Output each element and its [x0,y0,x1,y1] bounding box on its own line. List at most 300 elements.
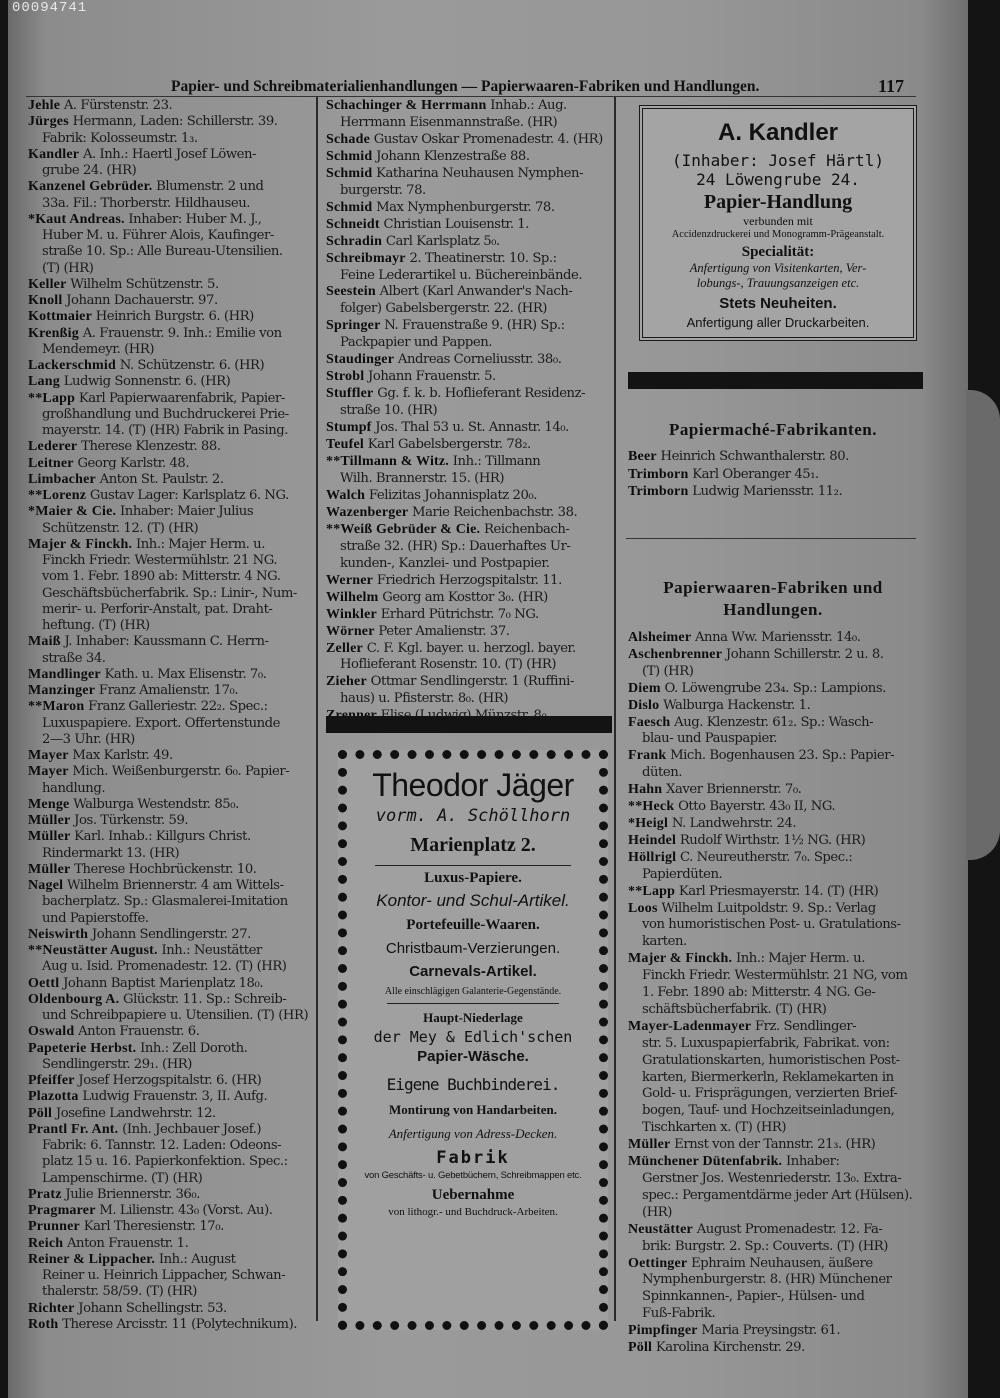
entry-details: Lampenschirme. (T) (HR) [42,1170,203,1186]
directory-entry [28,553,316,569]
directory-entry [28,894,316,910]
directory-entry [326,691,616,708]
directory-entry [628,1256,918,1273]
entry-details: A. Fürstenstr. 23. [63,98,173,113]
entry-name: Hahn [628,782,663,798]
entry-details: Georg Karlstr. 48. [77,455,190,471]
entry-details: Julie Briennerstr. 36₀. [65,1186,200,1202]
entry-details: str. 5. Luxuspapierfabrik, Fabrikat. von: [642,1035,890,1051]
directory-entry [28,277,316,293]
entry-details: Walburga Hackenstr. 1. [663,697,811,713]
entry-details: Albert (Karl Anwander's Nach- [379,284,573,300]
kandler-special-head: Specialität: [741,244,815,260]
directory-entry [28,342,316,358]
entry-details: Karl Theresienstr. 17₀. [83,1219,224,1235]
directory-entry [326,268,616,285]
entry-details: merir- u. Perforir-Anstalt, pat. Draht- [42,601,273,617]
directory-entry [28,1268,316,1284]
entry-details: Inhab.: Aug. [490,98,567,113]
entry-details: Johann Schillerstr. 2 u. 8. [725,646,884,662]
directory-entry [326,573,616,590]
entry-name: *Maier & Cie. [28,504,117,520]
column-rule-1 [316,96,318,1321]
directory-entry [28,1154,316,1170]
entry-details: Aug. Klenzestr. 61₂. Sp.: Wasch- [674,714,874,730]
entry-name: Mayer-Ladenmayer [628,1018,752,1034]
directory-entry [628,765,918,782]
entry-details: Max Nymphenburgerstr. 78. [376,199,555,215]
directory-entry [326,284,616,301]
papiermache-section [628,420,918,501]
entry-details: Finckh Friedr. Westermühlstr. 21 NG, vom [642,968,908,984]
jaeger-l10: Eigene Buchbinderei. [386,1075,560,1094]
directory-entry [28,114,316,130]
entry-details: 2. Theatinerstr. 10. Sp.: [409,250,557,266]
entry-details: Jos. Thal 53 u. St. Annastr. 14₀. [375,420,569,436]
entry-details: Gustav Lager: Karlsplatz 6. NG. [89,488,289,503]
entry-details: und Schreibpapiere u. Utensilien. (T) (HR) [42,1008,309,1023]
entry-details: Karl. Inhab.: Killgurs Christ. [74,829,251,845]
directory-entry [28,1106,316,1122]
entry-details: mayerstr. 14. (T) (HR) Fabrik in Pasing. [42,423,289,438]
entry-details: Karl Priesmayerstr. 14. (T) (HR) [678,883,879,899]
entry-details: Heinrich Burgstr. 6. (HR) [95,309,254,325]
jaeger-name: Theodor Jäger [372,767,574,803]
entry-name: Müller [28,829,71,845]
entry-name: Manzinger [28,683,96,698]
directory-entry [326,539,616,556]
jaeger-l4: Christbaum-Verzierungen. [385,940,561,957]
entry-details: Ludwig Mariensstr. 11₂. [692,484,843,499]
directory-entry [28,1284,316,1300]
directory-entry [628,664,918,681]
jaeger-rule [375,865,571,866]
entry-name: Seestein [326,284,376,300]
entry-name: Stumpf [326,420,372,436]
entry-details: Packpapier und Pappen. [340,335,493,351]
entry-details: Ephraim Neuhausen, äußere [691,1255,873,1271]
entry-name: Krenßig [28,325,79,341]
entry-name: Leitner [28,455,74,471]
entry-details: Frz. Sendlinger- [754,1018,857,1034]
entry-details: Inh.: August [158,1251,236,1267]
entry-details: Peter Amalienstr. 37. [378,623,510,639]
entry-details: Friedrich Herzogspitalstr. 11. [376,572,562,588]
jaeger-l15: Uebernahme [431,1187,515,1203]
entry-details: straße 32. (HR) Sp.: Dauerhaftes Ur- [340,538,571,554]
entry-name: Mayer [28,764,69,780]
entry-name: Trimborn [628,466,689,482]
entry-name: Beer [628,449,657,464]
book-page [8,0,968,1398]
entry-details: Kath. u. Max Elisenstr. 7₀. [104,666,267,682]
entry-details: Johann Frauenstr. 5. [368,369,496,385]
entry-details: grube 24. (HR) [42,163,137,178]
directory-entry [28,244,316,260]
entry-name: Zieher [326,674,367,690]
directory-entry [326,641,616,658]
entry-name: Reich [28,1235,64,1251]
directory-entry [326,454,616,471]
directory-entry [628,748,918,765]
directory-entry [28,586,316,602]
entry-name: Kanzenel Gebrüder. [28,179,153,195]
entry-details: karten. [642,934,687,950]
directory-entry [628,1188,918,1205]
directory-entry [326,437,616,454]
directory-entry [28,196,316,212]
entry-details: Hermann, Laden: Schillerstr. 39. [72,114,278,130]
directory-entry [326,149,616,166]
entry-details: Therese Arcisstr. 11 (Polytechnikum). [62,1316,298,1332]
entry-details: Max Karlstr. 49. [72,748,173,763]
entry-name: Aschenbrenner [628,646,723,662]
entry-details: Inh.: Majer Herm. u. [135,536,265,552]
jaeger-l14: von Geschäfts- u. Gebetbüchern, Schreibmappen etc. [364,1170,582,1181]
directory-entry [28,407,316,423]
entry-details: Gratulationskarten, humoristischen Post- [642,1052,900,1068]
directory-entry [28,878,316,894]
directory-entry [28,326,316,342]
column-1-entries [28,98,316,1333]
entry-details: großhandlung und Buchdruckerei Prie- [42,406,289,422]
entry-name: Lang [28,374,60,390]
directory-entry [28,602,316,618]
directory-entry [28,927,316,943]
directory-entry [326,403,616,420]
entry-name: Pratz [28,1186,62,1202]
papiermache-heading: Papiermaché-Fabrikanten. [669,420,877,439]
directory-entry [28,504,316,520]
directory-entry [628,850,918,867]
entry-details: Erhard Pütrichstr. 7₀ NG. [380,606,539,622]
kandler-line1: verbunden mit [743,214,813,228]
directory-entry [28,1122,316,1138]
entry-details: Therese Hochbrückenstr. 10. [74,861,257,877]
kandler-news: Stets Neuheiten. [719,295,837,312]
directory-entry [326,301,616,318]
entry-details: Fabrik: 6. Tannstr. 12. Laden: Odeons- [42,1138,282,1153]
entry-name: Neustätter [628,1221,693,1237]
directory-entry [326,420,616,437]
directory-entry [628,1019,918,1036]
directory-entry [628,867,918,884]
directory-entry [628,731,918,748]
entry-details: Aug u. Isid. Promenadestr. 12. (T) (HR) [42,959,287,975]
entry-name: **Weiß Gebrüder & Cie. [326,521,481,537]
entry-name: **Tillmann & Witz. [326,454,450,470]
directory-entry [28,992,316,1008]
entry-name: **Lorenz [28,488,87,503]
directory-entry [628,681,918,698]
entry-details: Johann Dachauerstr. 97. [66,293,218,308]
entry-details: O. Löwengrube 23₄. Sp.: Lampions. [664,680,886,696]
directory-entry [326,352,616,369]
entry-name: Prantl Fr. Ant. [28,1121,119,1137]
directory-entry [28,667,316,683]
entry-details: Tischkarten x. (T) (HR) [642,1120,787,1136]
directory-entry [28,699,316,715]
directory-entry [28,829,316,845]
entry-details: Geschäftsbücherfabrik. Sp.: Linir-, Num- [42,585,297,601]
entry-details: Inh.: Neustätter [161,943,262,958]
papiermache-entries [628,448,918,501]
directory-entry [28,1236,316,1252]
directory-entry [628,1289,918,1306]
entry-details: Walburga Westendstr. 85₀. [73,796,239,812]
papierwaaren-heading-2: Handlungen. [723,600,823,619]
directory-entry [28,764,316,780]
entry-name: Nagel [28,878,64,893]
directory-entry [628,934,918,951]
entry-name: Walch [326,487,366,503]
entry-name: Trimborn [628,484,689,499]
entry-name: Knoll [28,293,63,308]
entry-name: Schmid [326,165,373,181]
entry-details: Jos. Türkenstr. 59. [74,813,189,828]
entry-details: Heinrich Schwanthalerstr. 80. [660,449,849,464]
papierwaaren-heading-1: Papierwaaren-Fabriken und [663,578,883,597]
page-number: 117 [878,76,905,96]
entry-details: folger) Gabelsbergerstr. 22. (HR) [340,301,547,317]
entry-name: Müller [628,1137,671,1153]
directory-entry [28,943,316,959]
entry-name: Schachinger & Herrmann [326,98,487,113]
section-rule [626,538,916,539]
entry-details: Spinnkannen-, Papier-, Hülsen- und [642,1289,865,1305]
entry-details: handlung. [42,780,106,796]
entry-details: A. Frauenstr. 9. Inh.: Emilie von [82,325,282,341]
entry-details: Anna Ww. Mariensstr. 14₀. [694,630,861,645]
directory-entry [28,1008,316,1024]
jaeger-l5: Carnevals-Artikel. [409,963,537,980]
entry-details: Wilhelm Luitpoldstr. 9. Sp.: Verlag [661,900,876,916]
directory-entry [326,471,616,488]
directory-entry [628,715,918,732]
entry-details: bacherplatz. Sp.: Glasmalerei-Imitation [42,894,288,910]
entry-details: Anton St. Paulstr. 2. [99,471,224,487]
directory-entry [628,1306,918,1323]
directory-entry [326,624,616,641]
kandler-owner: (Inhaber: Josef Härtl) [672,151,884,170]
directory-entry [326,251,616,268]
directory-entry [28,179,316,195]
jaeger-l11: Montirung von Handarbeiten. [389,1102,557,1117]
directory-entry [28,131,316,147]
jaeger-l8: der Mey & Edlich'schen [373,1028,573,1046]
entry-name: Teufel [326,437,365,453]
entry-details: brik: Burgstr. 2. Sp.: Couverts. (T) (HR) [642,1238,888,1254]
papierwaaren-entries [628,630,918,1357]
directory-entry [628,799,918,816]
directory-entry [28,651,316,667]
entry-name: Staudinger [326,352,395,368]
entry-name: Oswald [28,1024,75,1040]
directory-entry [28,98,316,114]
directory-entry [28,569,316,585]
entry-details: J. Inhaber: Kaussmann C. Herrn- [64,634,269,650]
entry-details: Reiner u. Heinrich Lippacher, Schwan- [42,1268,286,1283]
entry-name: Majer & Finckh. [28,536,133,552]
entry-name: Schreibmayr [326,250,406,266]
directory-entry [28,147,316,163]
entry-name: Majer & Finckh. [628,951,733,967]
entry-details: Georg am Kosttor 3₀. (HR) [382,589,548,605]
directory-entry [28,1024,316,1040]
directory-entry [28,1252,316,1268]
jaeger-l1: Luxus-Papiere. [424,870,522,886]
kandler-advertisement [639,105,917,341]
kandler-print: Anfertigung aller Druckarbeiten. [686,315,870,330]
entry-name: Keller [28,276,67,292]
jaeger-former: vorm. A. Schöllhorn [375,806,571,826]
directory-entry [28,212,316,228]
entry-name: Kottmaier [28,309,92,325]
directory-entry [326,522,616,539]
directory-entry [28,959,316,975]
jaeger-l3: Portefeuille-Waaren. [406,917,540,933]
directory-entry [28,228,316,244]
entry-details: Ottmar Sendlingerstr. 1 (Ruffini- [370,674,574,690]
book-edge [966,390,1000,860]
entry-details: haus) u. Pfisterstr. 8₀. (HR) [340,691,509,707]
entry-details: Inhaber: [786,1154,840,1170]
entry-name: Lederer [28,439,78,455]
entry-name: Wörner [326,623,375,639]
papierwaaren-section [628,578,918,1357]
directory-entry [28,1138,316,1154]
entry-name: Springer [326,318,381,334]
entry-details: Otto Bayerstr. 43₀ II, NG. [678,799,836,815]
entry-name: Pöll [628,1340,653,1356]
directory-entry [28,1317,316,1333]
directory-entry [628,901,918,918]
entry-details: vom 1. Febr. 1890 ab: Mitterstr. 4 NG. [42,569,281,585]
directory-entry [28,1219,316,1235]
entry-details: M. Lilienstr. 43₀ (Vorst. Au). [99,1203,273,1218]
entry-name: *Kaut Andreas. [28,211,125,227]
entry-name: Dislo [628,697,660,713]
directory-entry [28,488,316,504]
entry-name: Pöll [28,1105,53,1121]
entry-name: Reiner & Lippacher. [28,1251,156,1267]
directory-entry [326,657,616,674]
directory-entry [628,647,918,664]
entry-details: Andreas Corneliusstr. 38₀. [397,352,562,368]
entry-details: Fabrik: Kolosseumstr. 1₃. [42,130,198,146]
directory-entry [28,813,316,829]
jaeger-rule-2 [387,1003,559,1004]
directory-entry [326,217,616,234]
entry-details: Christian Louisenstr. 1. [383,216,529,232]
entry-details: Karl Papierwaarenfabrik, Papier- [78,390,285,406]
entry-details: Inh.: Majer Herm. u. [735,951,865,967]
entry-details: Reichenbach- [484,521,570,537]
entry-details: Franz Amalienstr. 17₀. [98,683,239,698]
directory-entry [28,1301,316,1317]
entry-details: (Inh. Jechbauer Josef.) [122,1121,262,1137]
directory-entry [628,448,918,466]
jaeger-l7: Haupt-Niederlage [423,1010,523,1025]
entry-details: 33a. Fil.: Thorberstr. Hildhauseu. [42,195,251,211]
entry-details: Papierdüten. [642,866,723,882]
jaeger-l16: von lithogr.- und Buchdruck-Arbeiten. [388,1206,558,1218]
entry-name: Höllrigl [628,849,677,865]
entry-name: Schade [326,131,370,147]
directory-entry [326,607,616,624]
header-rule [26,96,916,97]
entry-name: Schneidt [326,216,380,232]
entry-name: Menge [28,796,70,812]
entry-details: 2—3 Uhr. (HR) [42,731,135,747]
entry-name: Loos [628,900,658,916]
entry-details: Xaver Briennerstr. 7₀. [666,782,802,798]
entry-details: Wilhelm Briennerstr. 4 am Wittels- [66,878,284,893]
directory-entry [628,884,918,901]
jaeger-l9: Papier-Wäsche. [417,1048,529,1065]
entry-details: N. Frauenstraße 9. (HR) Sp.: [384,318,565,334]
entry-name: Zeller [326,640,363,656]
directory-entry [326,98,616,115]
directory-entry [28,911,316,927]
directory-entry [628,816,918,833]
directory-entry [628,1137,918,1154]
entry-details: Herrmann Eisenmannstraße. (HR) [340,114,558,130]
entry-name: **Neustätter August. [28,943,158,958]
directory-entry [326,183,616,200]
entry-name: Roth [28,1316,59,1332]
entry-name: *Heigl [628,815,669,831]
entry-details: straße 10. (HR) [340,403,438,419]
entry-details: heftung. (T) (HR) [42,618,150,633]
entry-details: schäftsbücherfabrik. (T) (HR) [642,1001,827,1017]
directory-entry [28,309,316,325]
directory-entry [628,951,918,968]
entry-name: **Maron [28,699,85,715]
directory-entry [628,483,918,501]
entry-details: Gold- u. Frisprägungen, verzierten Brief- [642,1086,898,1102]
directory-entry [28,1171,316,1187]
entry-details: August Promenadestr. 12. Fa- [696,1221,883,1237]
entry-name: Mayer [28,748,69,763]
entry-name: Papeterie Herbst. [28,1040,137,1056]
directory-entry [28,732,316,748]
directory-entry [628,1323,918,1340]
directory-entry [28,1057,316,1073]
entry-details: Johann Baptist Marienplatz 18₀. [63,975,264,991]
entry-details: Karl Gabelsbergerstr. 78₂. [367,437,531,453]
entry-name: Jürges [28,114,69,130]
directory-entry [28,634,316,650]
directory-entry [28,537,316,553]
section-divider-bar [628,372,923,389]
entry-name: Pimpfinger [628,1323,698,1339]
directory-entry [628,1171,918,1188]
kandler-address: 24 Löwengrube 24. [696,170,860,189]
entry-details: C. Neureutherstr. 7₀. Spec.: [680,849,853,865]
entry-details: Wilh. Brannerstr. 15. (HR) [340,470,505,486]
directory-entry [28,163,316,179]
entry-name: Pragmarer [28,1203,96,1218]
entry-details: blau- und Pauspapier. [642,731,778,747]
entry-details: Finckh Friedr. Westermühlstr. 21 NG. [42,553,278,568]
directory-entry [326,488,616,505]
entry-details: Anton Frauenstr. 1. [66,1235,189,1251]
entry-details: Feine Lederartikel u. Büchereinbände. [340,267,583,283]
directory-entry [28,781,316,797]
directory-entry [326,132,616,149]
directory-entry [28,391,316,407]
